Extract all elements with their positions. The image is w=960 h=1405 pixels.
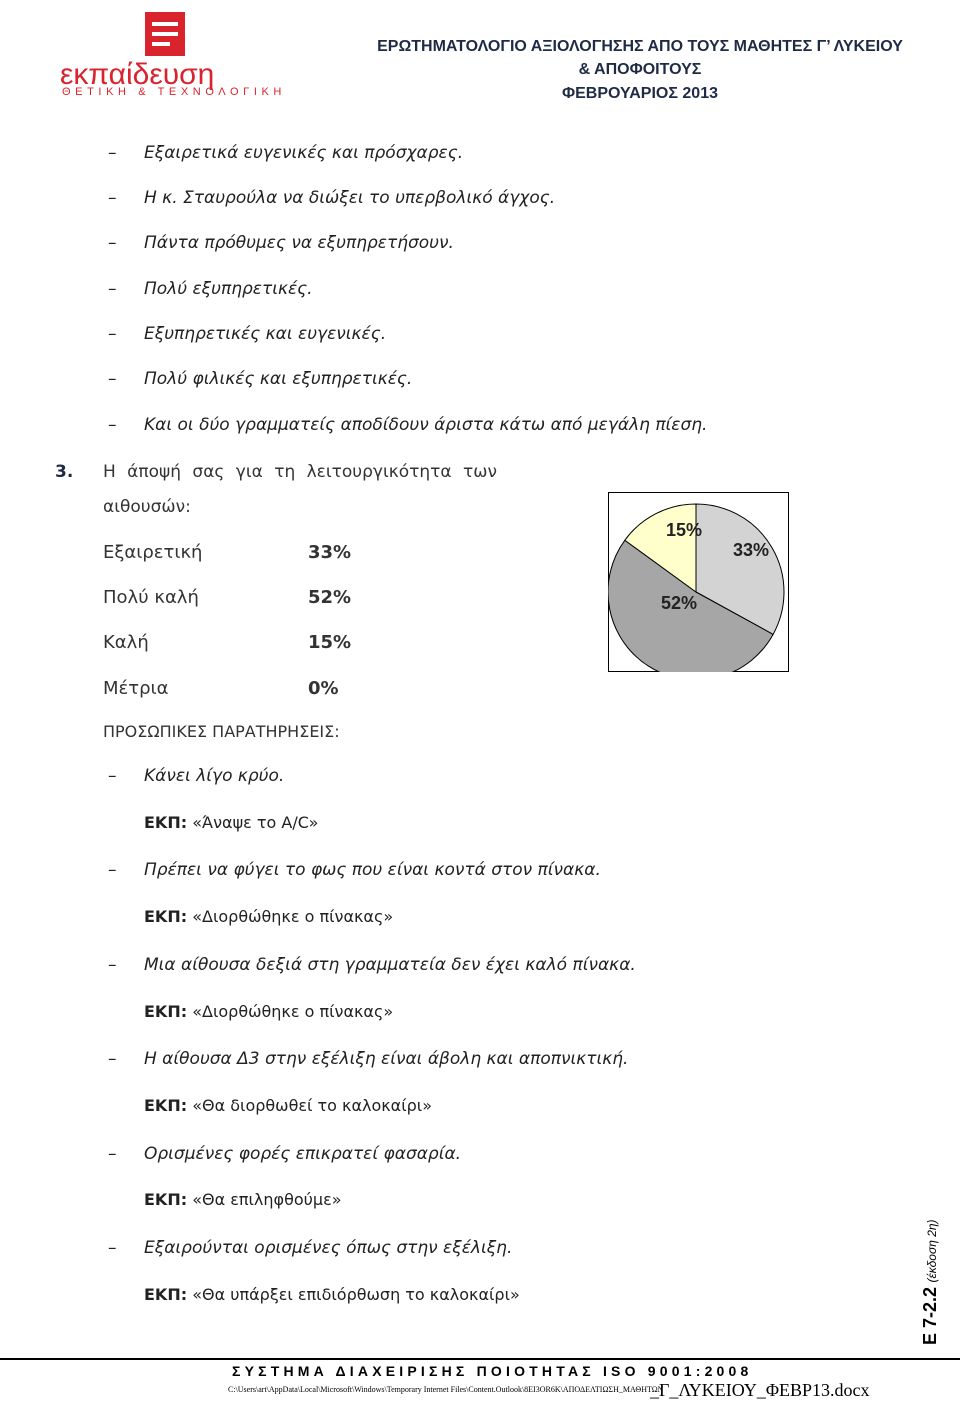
remark-comment: – Εξαιρούνται ορισμένες όπως στην εξέλιξη.	[108, 1238, 513, 1258]
footer-filename: _Γ_ΛΥΚΕΙΟΥ_ΦΕΒΡ13.docx	[650, 1380, 870, 1400]
list-item: – Εξυπηρετικές και ευγενικές.	[108, 324, 387, 344]
logo-tagline: ΘΕΤΙΚΗ & ΤΕΧΝΟΛΟΓΙΚΗ	[62, 86, 286, 98]
logo-wordmark: εκπαίδευση	[60, 58, 215, 91]
list-item: – Πολύ εξυπηρετικές.	[108, 279, 313, 299]
pie-slice-label: 33%	[733, 540, 770, 560]
footer-system: ΣΥΣΤΗΜΑ ΔΙΑΧΕΙΡΙΣΗΣ ΠΟΙΟΤΗΤΑΣ ISO 9001:2008	[232, 1363, 753, 1379]
rating-label: Εξαιρετική	[103, 542, 203, 563]
document-title: ΕΡΩΤΗΜΑΤΟΛΟΓΙΟ ΑΞΙΟΛΟΓΗΣΗΣ ΑΠΟ ΤΟΥΣ ΜΑΘΗΤΕΣ Γ’ ΛΥΚΕΙΟΥ	[377, 38, 903, 55]
rating-value: 0%	[308, 678, 339, 699]
remarks-heading: ΠΡΟΣΩΠΙΚΕΣ ΠΑΡΑΤΗΡΗΣΕΙΣ:	[103, 722, 340, 741]
remark-comment: – Πρέπει να φύγει το φως που είναι κοντά στον πίνακα.	[108, 860, 601, 880]
rating-label: Μέτρια	[103, 678, 169, 699]
logo-mark	[145, 12, 187, 58]
question-number: 3.	[55, 462, 74, 482]
remark-comment: – Ορισμένες φορές επικρατεί φασαρία.	[108, 1144, 462, 1164]
remark-comment: – Μια αίθουσα δεξιά στη γραμματεία δεν έχει καλό πίνακα.	[108, 955, 636, 975]
rating-value: 15%	[308, 632, 352, 653]
rating-label: Καλή	[103, 632, 149, 653]
list-item: – Πολύ φιλικές και εξυπηρετικές.	[108, 369, 413, 389]
question-text: Η άποψή σας για τη λειτουργικότητα των	[103, 462, 497, 482]
footer-path: C:\Users\art\AppData\Local\Microsoft\Windows\Temporary Internet Files\Content.Outlook\8EI3OR6K\ΑΠΟΔΕΛΤΙΩΣΗ_ΜΑΘΗΤΩΝ	[228, 1385, 664, 1394]
rating-label: Πολύ καλή	[103, 587, 199, 608]
list-item: – Και οι δύο γραμματείς αποδίδουν άριστα κάτω από μεγάλη πίεση.	[108, 415, 708, 435]
remark-reply: ΕΚΠ: «Άναψε το A/C»	[144, 813, 319, 832]
pie-slice-label: 15%	[666, 520, 703, 540]
pie-chart	[608, 492, 788, 672]
rating-value: 52%	[308, 587, 352, 608]
document-subtitle: & ΑΠΟΦΟΙΤΟΥΣ	[578, 61, 702, 78]
rating-value: 33%	[308, 542, 352, 563]
remark-reply: ΕΚΠ: «Θα επιληφθούμε»	[144, 1190, 342, 1209]
list-item: – Εξαιρετικά ευγενικές και πρόσχαρες.	[108, 143, 464, 163]
question-text-cont: αιθουσών:	[103, 497, 191, 517]
remark-reply: ΕΚΠ: «Θα διορθωθεί το καλοκαίρι»	[144, 1096, 432, 1115]
document-code-label: Ε 7-2.2 (έκδοση 2η)	[920, 1219, 940, 1345]
pie-slice-label: 52%	[661, 593, 698, 613]
remark-reply: ΕΚΠ: «Διορθώθηκε ο πίνακας»	[144, 1002, 394, 1021]
document-date: ΦΕΒΡΟΥΑΡΙΟΣ 2013	[561, 85, 718, 102]
list-item: – Η κ. Σταυρούλα να διώξει το υπερβολικό άγχος.	[108, 188, 556, 208]
footer-divider	[0, 1358, 960, 1360]
remark-reply: ΕΚΠ: «Διορθώθηκε ο πίνακας»	[144, 907, 394, 926]
remark-comment: – Η αίθουσα Δ3 στην εξέλιξη είναι άβολη και αποπνικτική.	[108, 1049, 629, 1069]
list-item: – Πάντα πρόθυμες να εξυπηρετήσουν.	[108, 233, 454, 253]
remark-comment: – Κάνει λίγο κρύο.	[108, 766, 285, 786]
remark-reply: ΕΚΠ: «Θα υπάρξει επιδιόρθωση το καλοκαίρι»	[144, 1285, 520, 1304]
